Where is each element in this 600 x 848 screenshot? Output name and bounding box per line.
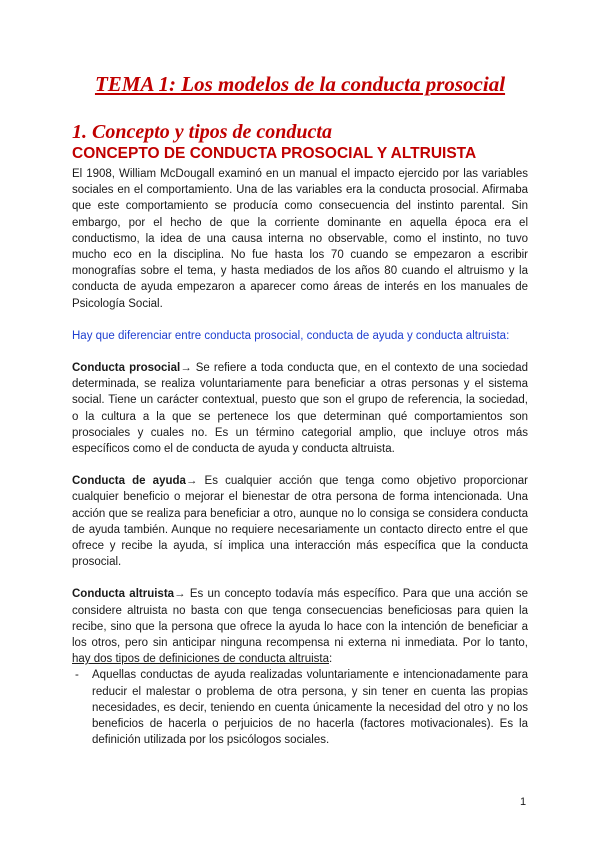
dash-bullet: - <box>75 669 79 682</box>
definition-text-end: : <box>329 653 333 666</box>
list-item <box>75 667 528 748</box>
underlined-phrase: hay dos tipos de definiciones de conducta altruista <box>72 653 329 666</box>
page-number: 1 <box>520 796 527 808</box>
definition-term: Conducta prosocial <box>72 362 181 375</box>
document-page <box>72 72 528 749</box>
definition-text: Es cualquier acción que tenga como objetivo proporcionar cualquier beneficio o mejorar el bienestar de otra persona de forma intencionada. Una acción que se realiza para beneficiar a otro, aunque no lo consiga se considera conducta de ayuda también. Aunque no requiere necesariamente un contacto directo entre el que ofrece y recibe la ayuda, sí implica una interacción más específica que la conducta prosocial. <box>72 475 528 569</box>
arrow-icon: → <box>180 362 192 375</box>
blue-note: Hay que diferenciar entre conducta prosocial, conducta de ayuda y conducta altruista: <box>72 329 510 342</box>
list-item-text: Aquellas conductas de ayuda realizadas voluntariamente e intencionadamente para reducir el malestar o problema de otra persona, y sin tener en cuenta las propias necesidades, es decir, teniendo en cuenta únicamente la necesidad del otro y no los beneficios de hacerla o perjuicios de no hacerla (factores motivacionales). Es la definición utilizada por los psicólogos sociales. <box>92 669 528 747</box>
section-heading: 1. Concepto y tipos de conducta <box>72 121 332 143</box>
document-title: TEMA 1: Los modelos de la conducta prosocial <box>94 72 506 96</box>
definition-term: Conducta altruista <box>72 588 175 601</box>
arrow-icon: → <box>185 475 198 488</box>
definition-ayuda <box>72 473 528 570</box>
intro-paragraph: El 1908, William McDougall examinó en un manual el impacto ejercido por las variables sociales en el comportamiento. Una de las variables era la conducta prosocial. Afirmaba que este comportamiento se producía como consecuencia del instinto parental. Sin embargo, por el hecho de que la corriente dominante en aquella época era el conductismo, la idea de una causa interna no observable, como el instinto, no tuvo mucho eco en la disciplina. No fue hasta los 70 cuando se empezaron a escribir monografías sobre el tema, y hasta mediados de los años 80 cuando el altruismo y la conducta de ayuda empezaron a aparecer como áreas de interés en los manuales de Psicología Social. <box>72 168 528 310</box>
definition-term: Conducta de ayuda <box>72 475 186 488</box>
definition-list <box>72 667 528 748</box>
definition-text: Es un concepto todavía más específico. Para que una acción se considere altruista no basta con que tenga consecuencias beneficiosas para quien la recibe, sino que la persona que ofrece la ayuda lo hace con la intención de beneficiar a los otros, pero sin anticipar ninguna recompensa ni externa ni inmediata. Por lo tanto, <box>72 588 528 650</box>
definition-altruista <box>72 586 528 667</box>
definition-prosocial <box>72 360 528 457</box>
subsection-heading: CONCEPTO DE CONDUCTA PROSOCIAL Y ALTRUISTA <box>72 145 477 162</box>
definition-text: Se refiere a toda conducta que, en el contexto de una sociedad determinada, se realiza voluntariamente para beneficiar a otras personas y el sistema social. Tiene un carácter contextual, puesto que son el grupo de referencia, la sociedad, o la cultura a la que se pertenece los que determinan qué comportamientos son prosociales y cuales no. Es un término categorial amplio, que incluye otros más específicos como el de conducta de ayuda y conducta altruista. <box>72 362 528 456</box>
arrow-icon: → <box>174 588 186 601</box>
